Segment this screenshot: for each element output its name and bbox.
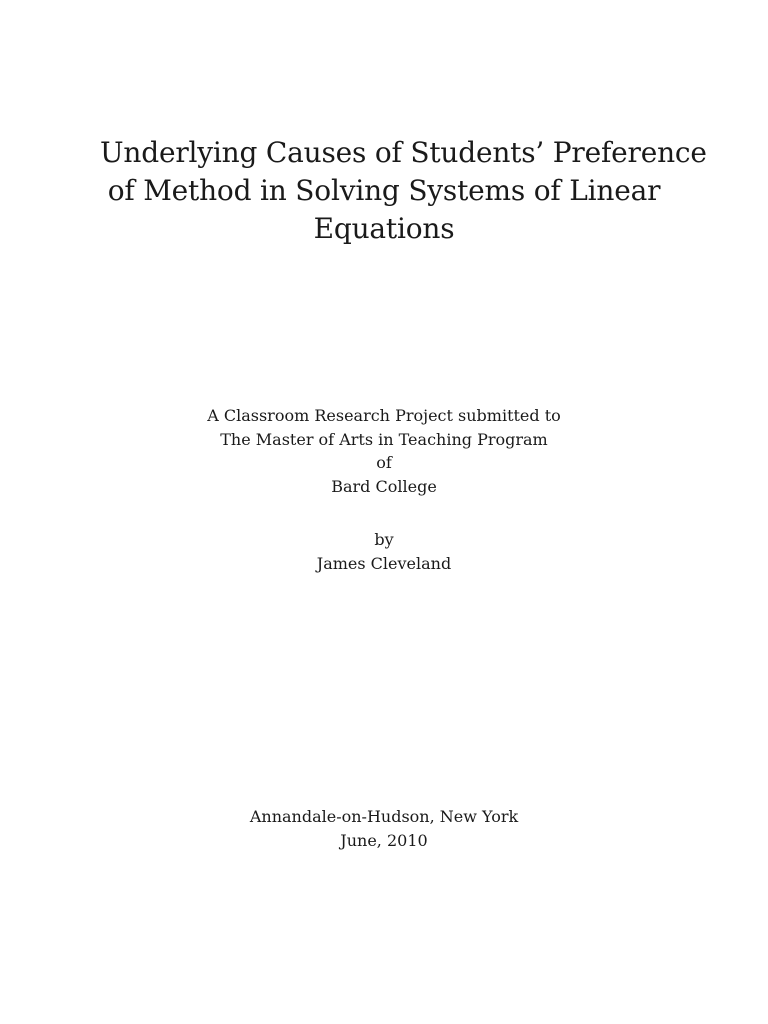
author-name: James Cleveland	[316, 553, 452, 573]
submission-line-1: A Classroom Research Project submitted to	[207, 406, 561, 425]
author-block	[134, 528, 634, 575]
submission-line-2: The Master of Arts in Teaching Program	[220, 429, 548, 449]
place-date-block	[134, 805, 634, 852]
place: Annandale-on-Hudson, New York	[249, 807, 519, 826]
title-line-2: of Method in Solving Systems of Linear	[107, 174, 661, 207]
by-label: by	[374, 530, 394, 549]
date: June, 2010	[340, 830, 428, 850]
title-line-3: Equations	[313, 212, 455, 245]
submission-line-4: Bard College	[331, 476, 437, 496]
submission-line-3: of	[376, 453, 392, 472]
submission-statement	[134, 404, 634, 498]
title-line-1: Underlying Causes of Students’ Preference	[100, 136, 707, 169]
document-title	[100, 134, 707, 248]
